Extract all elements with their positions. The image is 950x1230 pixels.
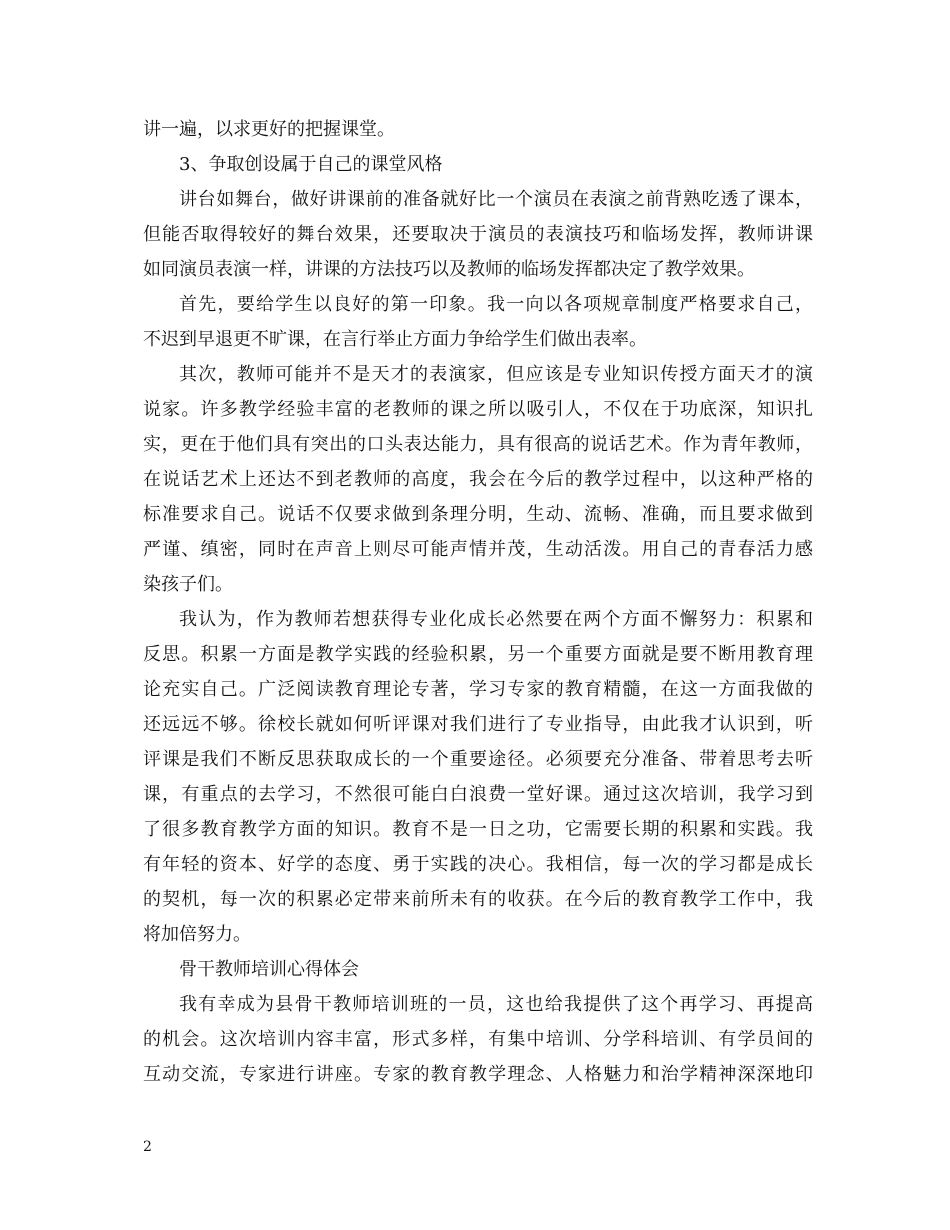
page-number: 2 [143, 1139, 152, 1155]
text-line: 评课是我们不断反思获取成长的一个重要途径。必须要充分准备、带着思考去听 [143, 749, 813, 770]
text-line: 我认为，作为教师若想获得专业化成长必然要在两个方面不懈努力：积累和 [179, 609, 813, 630]
text-line: 的契机，每一次的积累必定带来前所未有的收获。在今后的教育教学工作中，我 [143, 889, 813, 910]
section-heading: 3、争取创设属于自己的课堂风格 [179, 154, 443, 175]
text-line: 不迟到早退更不旷课，在言行举止方面力争给学生们做出表率。 [143, 329, 647, 350]
text-line: 讲台如舞台，做好讲课前的准备就好比一个演员在表演之前背熟吃透了课本， [179, 189, 813, 210]
text-line: 将加倍努力。 [143, 924, 251, 945]
text-line: 实，更在于他们具有突出的口头表达能力，具有很高的说话艺术。作为青年教师， [143, 434, 813, 455]
text-line: 严谨、缜密，同时在声音上则尽可能声情并茂，生动活泼。用自己的青春活力感 [143, 539, 813, 560]
text-line: 其次，教师可能并不是天才的表演家，但应该是专业知识传授方面天才的演 [179, 364, 813, 385]
text-line: 我有幸成为县骨干教师培训班的一员，这也给我提供了这个再学习、再提高 [179, 994, 813, 1015]
text-line: 但能否取得较好的舞台效果，还要取决于演员的表演技巧和临场发挥，教师讲课 [143, 224, 813, 245]
body-text [143, 112, 813, 1092]
text-line: 反思。积累一方面是教学实践的经验积累，另一个重要方面就是要不断用教育理 [143, 644, 813, 665]
text-line: 的机会。这次培训内容丰富，形式多样，有集中培训、分学科培训、有学员间的 [143, 1029, 813, 1050]
text-line: 首先，要给学生以良好的第一印象。我一向以各项规章制度严格要求自己， [179, 294, 813, 315]
text-line: 互动交流，专家进行讲座。专家的教育教学理念、人格魅力和治学精神深深地印 [143, 1064, 813, 1085]
text-line: 有年轻的资本、好学的态度、勇于实践的决心。我相信，每一次的学习都是成长 [143, 854, 813, 875]
text-line: 标准要求自己。说话不仅要求做到条理分明，生动、流畅、准确，而且要求做到 [143, 504, 813, 525]
text-line: 讲一遍，以求更好的把握课堂。 [143, 119, 395, 140]
text-line: 还远远不够。徐校长就如何听评课对我们进行了专业指导，由此我才认识到，听 [143, 714, 813, 735]
text-line: 如同演员表演一样，讲课的方法技巧以及教师的临场发挥都决定了教学效果。 [143, 259, 755, 280]
text-line: 说家。许多教学经验丰富的老教师的课之所以吸引人，不仅在于功底深，知识扎 [143, 399, 813, 420]
text-line: 了很多教育教学方面的知识。教育不是一日之功，它需要长期的积累和实践。我 [143, 819, 813, 840]
text-line: 在说话艺术上还达不到老教师的高度，我会在今后的教学过程中，以这种严格的 [143, 469, 813, 490]
section-title: 骨干教师培训心得体会 [179, 959, 359, 980]
text-line: 染孩子们。 [143, 574, 233, 595]
text-line: 论充实自己。广泛阅读教育理论专著，学习专家的教育精髓，在这一方面我做的 [143, 679, 813, 700]
text-line: 课，有重点的去学习，不然很可能白白浪费一堂好课。通过这次培训，我学习到 [143, 784, 813, 805]
